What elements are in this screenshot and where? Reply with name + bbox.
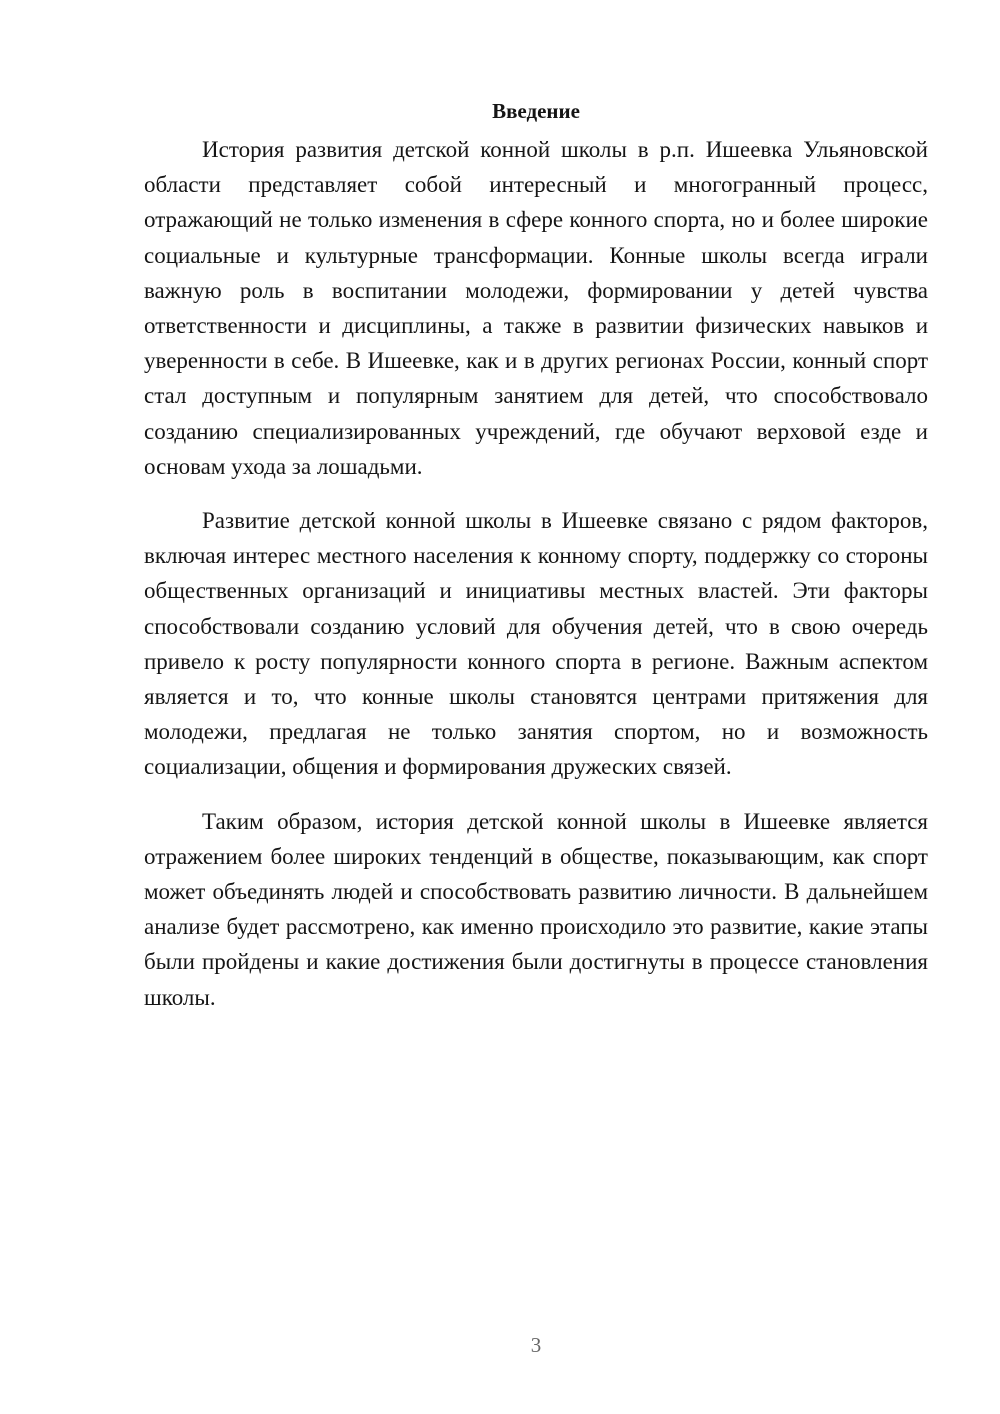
paragraph: Таким образом, история детской конной школы в Ишеевке является отражением более широких тенденций в обществе, показывающим, как спорт может объединять людей и способствовать развитию личности. В дальнейшем анализе будет рассмотрено, как именно происходило это развитие, какие этапы были пройдены и какие достижения были достигнуты в процессе становления школы.: [144, 808, 928, 1010]
paragraph: История развития детской конной школы в р.п. Ишеевка Ульяновской области представляет собой интересный и многогранный процесс, отражающий не только изменения в сфере конного спорта, но и более широкие социальные и культурные трансформации. Конные школы всегда играли важную роль в воспитании молодежи, формировании у детей чувства ответственности и дисциплины, а также в развитии физических навыков и уверенности в себе. В Ишеевке, как и в других регионах России, конный спорт стал доступным и популярным занятием для детей, что способствовало созданию специализированных учреждений, где обучают верховой езде и основам ухода за лошадьми.: [144, 137, 928, 479]
section-title: Введение: [492, 99, 580, 123]
page-number: 3: [530, 1333, 542, 1357]
page-content: [144, 96, 928, 1034]
paragraph: Развитие детской конной школы в Ишеевке связано с рядом факторов, включая интерес местного населения к конному спорту, поддержку со стороны общественных организаций и инициативы местных властей. Эти факторы способствовали созданию условий для обучения детей, что в свою очередь привело к росту популярности конного спорта в регионе. Важным аспектом является и то, что конные школы становятся центрами притяжения для молодежи, предлагая не только занятия спортом, но и возможность социализации, общения и формирования дружеских связей.: [144, 508, 928, 780]
